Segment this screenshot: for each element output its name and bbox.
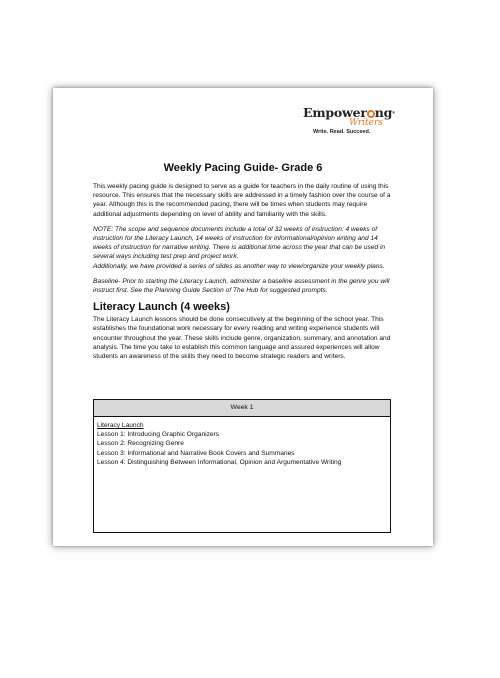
week-table xyxy=(93,399,391,533)
logo-script: Writers xyxy=(349,118,383,128)
lesson-item: Lesson 4: Distinguishing Between Informational, Opinion and Argumentative Writing xyxy=(97,458,342,466)
lesson-item: Lesson 1: Introducing Graphic Organizers xyxy=(97,431,220,439)
slides-note-paragraph: Additionally, we have provided a series of slides as another way to view/organize your weekly plans. xyxy=(93,262,385,270)
lesson-item: Lesson 3: Informational and Narrative Book Covers and Summaries xyxy=(97,449,295,457)
lesson-item: Lesson 2: Recognizing Genre xyxy=(97,440,184,448)
week-header: Week 1 xyxy=(94,400,390,417)
logo-brand: Empower ng® xyxy=(303,105,395,120)
intro-paragraph: This weekly pacing guide is designed to serve as a guide for teachers in the daily routine of using this resource. This ensures that the necessary skills are addressed in a timely fashion over the course of a year. Although this is the recommended pacing, there will be times when students may require additional adjustments depending on level of ability and familiarity with the skills. xyxy=(93,183,391,218)
section-paragraph: The Literacy Launch lessons should be done consecutively at the beginning of the school year. This establishes the foundational work necessary for every reading and writing experience students will encounter throughout the year. These skills include genre, organization, summary, and annotation and analysis. The time you take to establish this common language and assured experiences will allow students an awareness of the skills they need to become strategic readers and writers. xyxy=(93,316,391,361)
baseline-paragraph: Baseline- Prior to starting the Literacy Launch, administer a baseline assessment in the genre you will instruct first. See the Planning Guide Section of The Hub for suggested prompts. xyxy=(93,277,390,295)
document-title: Weekly Pacing Guide- Grade 6 xyxy=(163,162,323,174)
empowering-writers-logo xyxy=(303,106,403,136)
logo-ring-icon xyxy=(367,110,375,118)
document-page xyxy=(53,88,433,546)
section-heading: Literacy Launch (4 weeks) xyxy=(93,301,230,314)
note-paragraph: NOTE: The scope and sequence documents include a total of 32 weeks of instruction: 4 weeks of instruction for the Literacy Launch, 14 weeks of instruction for informational/opinion writing and 14 weeks of instruction for narrative writing. There is additional time across the year that can be used in several ways including test prep and project work. xyxy=(93,225,386,261)
week-heading: Literacy Launch xyxy=(97,422,144,429)
week-body xyxy=(94,417,390,471)
logo-tagline: Write. Read. Succeed. xyxy=(313,129,371,135)
document-body xyxy=(93,182,393,361)
